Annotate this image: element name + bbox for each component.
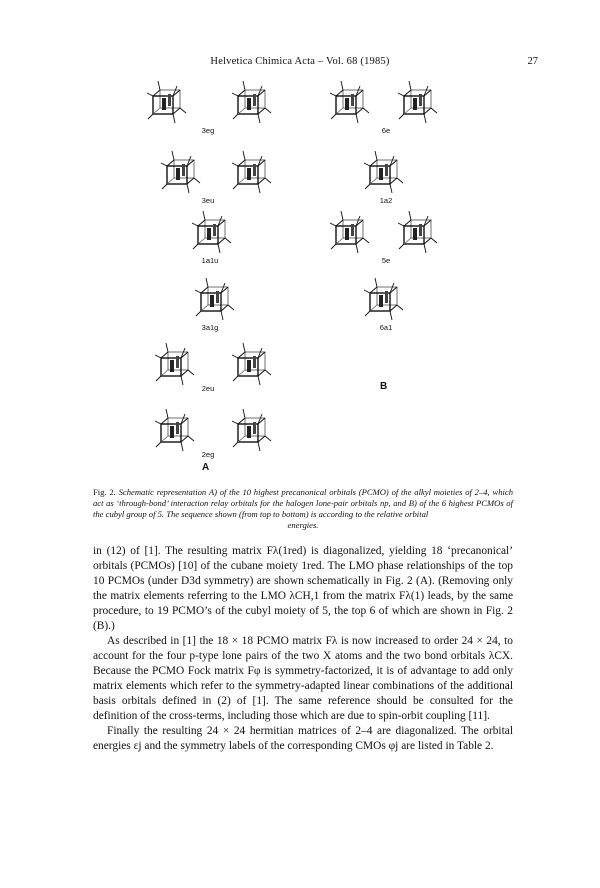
orbital-diagram-3eu-b bbox=[232, 150, 272, 194]
paragraph-3: Finally the resulting 24 × 24 hermitian matrices of 2–4 are diagonalized. The orbital energies εj and the symmetry labels of the corresponding CMOs φj are listed in Table 2. bbox=[93, 725, 513, 752]
orbital-diagram-3a1g bbox=[195, 277, 235, 321]
orbital-diagram-3eg-b bbox=[232, 80, 272, 124]
caption-end: energies. bbox=[287, 520, 319, 530]
orbital-diagram-1a1u bbox=[192, 210, 232, 254]
paragraph-1: in (12) of [1]. The resulting matrix Fλ(1red) is diagonalized, yielding 18 ‘precanonical’ orbitals (PCMOs) [10] of the cubane moiety 1red. The LMO phase relationships of the top 10 PCMOs (under D3d symmetry) are shown schematically in Fig. 2 (A). (Removing only the matrix elements referring to the LMO λCH,1 from the matrix Fλ(1) leads, by the same procedure, to 19 PCMO’s of the cubyl moiety of 5, the top 6 of which are shown in Fig. 2 (B).) bbox=[93, 545, 513, 632]
orbital-diagram-2eu-b bbox=[232, 342, 272, 386]
orbital-diagram-5e-a bbox=[330, 210, 370, 254]
label-3eu: 3eu bbox=[201, 196, 215, 205]
orbital-diagram-2eg-a bbox=[155, 408, 195, 452]
panel-b-letter: B bbox=[380, 381, 388, 392]
running-title: Helvetica Chimica Acta – Vol. 68 (1985) bbox=[210, 56, 390, 67]
label-3a1g: 3a1g bbox=[201, 323, 219, 332]
page-number: 27 bbox=[527, 56, 538, 67]
label-1a1u: 1a1u bbox=[201, 256, 219, 265]
paragraph-2: As described in [1] the 18 × 18 PCMO matrix Fλ is now increased to order 24 × 24, to account for the four p-type lone pairs of the two X atoms and the two bond orbitals λCX. Because the PCMO Fock matrix Fφ is symmetry-factorized, it is of advantage to add only matrix elements which refer to the symmetry-adapted linear combinations of the additional basis orbitals defined in (2) of [1]. The same reference should be consulted for the definition of the cross-terms, including those which are due to spin-orbit coupling [11]. bbox=[93, 635, 513, 722]
orbital-diagram-3eu-a bbox=[161, 150, 201, 194]
label-1a2: 1a2 bbox=[379, 196, 393, 205]
caption-fig-ref: Fig. 2. bbox=[93, 487, 116, 497]
label-2eg: 2eg bbox=[201, 450, 215, 459]
caption-text: Schematic representation A) of the 10 highest precanonical orbitals (PCMO) of the alkyl moieties of 2–4, which act as ‘through-bond’ interaction relay orbitals for the halogen lone-pair orbitals np, and B) of the 6 highest PCMOs of the cubyl group of 5. The sequence shown (from top to bottom) is according to the relative orbital bbox=[93, 487, 513, 519]
orbital-diagram-6e-a bbox=[330, 80, 370, 124]
label-3eg: 3eg bbox=[201, 126, 215, 135]
orbital-diagram-5e-b bbox=[398, 210, 438, 254]
panel-a-letter: A bbox=[202, 462, 210, 473]
body-text bbox=[93, 544, 513, 754]
orbital-diagram-2eu-a bbox=[155, 342, 195, 386]
label-2eu: 2eu bbox=[201, 384, 215, 393]
label-5e: 5e bbox=[381, 256, 391, 265]
orbital-diagram-6a1 bbox=[364, 277, 404, 321]
orbital-diagram-3eg-a bbox=[147, 80, 187, 124]
figure-caption bbox=[93, 487, 513, 531]
orbital-diagram-2eg-b bbox=[232, 408, 272, 452]
orbital-diagram-1a2 bbox=[364, 150, 404, 194]
orbital-diagram-6e-b bbox=[398, 80, 438, 124]
label-6a1: 6a1 bbox=[379, 323, 393, 332]
label-6e: 6e bbox=[381, 126, 391, 135]
